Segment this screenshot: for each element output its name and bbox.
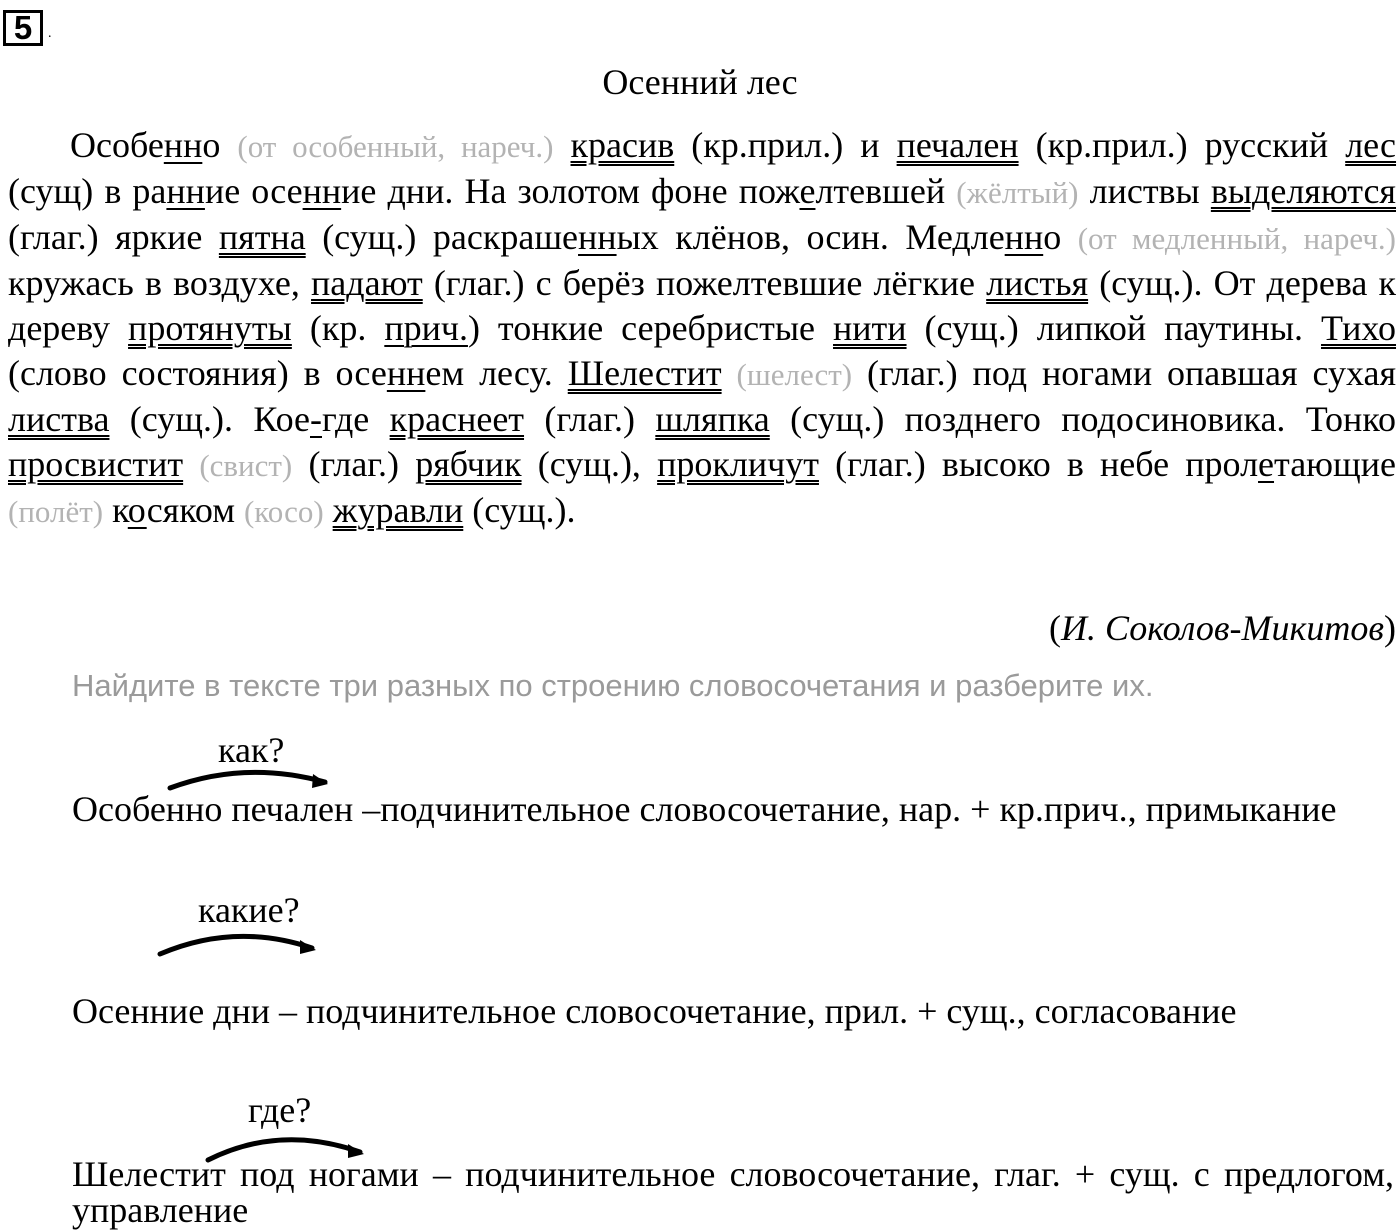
text-fragment: (сущ.). [463,490,576,530]
text-fragment: (слово состояния) в осе [8,353,387,393]
text-fragment: (глаг.) яркие [8,217,219,257]
text-fragment: (глаг.) с берёз пожелтевшие лёгкие [422,263,987,303]
grey-note: (от особенный, нареч.) [237,129,554,164]
underlined-fragment: - [310,399,322,439]
text-fragment: (сущ.) позднего подосиновика. Тонко [769,399,1396,439]
phrase-2-question: какие? [198,890,300,930]
text-fragment: кружась в воздухе, [8,263,312,303]
predicate-word: нити [833,308,907,348]
text-fragment: (кр. [291,308,385,348]
predicate-word: пятна [218,217,306,257]
predicate-word: листва [8,399,110,439]
text-fragment: тающие [1274,444,1397,484]
text-fragment: (кр.прил.) русский [1018,125,1346,165]
predicate-word: красив [570,125,675,165]
main-text [8,123,1396,534]
text-fragment: где [322,399,390,439]
grey-note: (жёлтый) [956,175,1079,210]
grey-note: (шелест) [736,357,853,392]
text-fragment: (глаг.) под ногами опавшая сухая [852,353,1397,393]
text-fragment: (глаг.) [524,399,656,439]
text-title: Осенний лес [602,62,798,102]
task-number-box [3,10,43,46]
text-fragment: (сущ.), [521,444,658,484]
underlined-fragment: нн [578,217,617,257]
grey-note: (от медленный, нареч.) [1077,221,1397,256]
text-fragment: (глаг.) [292,444,416,484]
phrase-2-text: Осенние дни – подчинительное словосочетание, прил. + сущ., согласование [72,991,1237,1031]
text-fragment: (сущ.) липкой паутины. [906,308,1322,348]
text-fragment: (сущ) в ра [8,171,167,211]
task-number: 5 [13,9,33,46]
text-fragment [553,125,570,165]
text-fragment [183,444,199,484]
text-fragment: ) тонкие серебристые [467,308,834,348]
predicate-word: журавли [332,490,464,530]
predicate-word: лес [1345,125,1397,165]
predicate-word: рябчик [415,444,522,484]
grey-note: (свист) [199,448,293,483]
underlined-fragment: прич. [384,308,468,348]
predicate-word: просвистит [8,444,184,484]
predicate-word: Шелестит [567,353,722,393]
text-fragment: (сущ.) раскраше [305,217,579,257]
text-fragment: (глаг.) высоко в небе прол [818,444,1259,484]
predicate-word: краснеет [389,399,525,439]
predicate-word: печален [896,125,1019,165]
predicate-word: листья [986,263,1089,303]
task-question: Найдите в тексте три разных по строению словосочетания и разберите их. [72,668,1154,703]
predicate-word: выделяются [1210,171,1396,211]
underlined-fragment: нн [386,353,426,393]
text-fragment [722,353,737,393]
grey-note: (косо) [243,494,324,529]
phrase-1-text: Особенно печален –подчинительное словосочетание, нар. + кр.прич., примыкание [72,789,1337,829]
predicate-word: падают [311,263,423,303]
predicate-word: шляпка [655,399,770,439]
underlined-fragment: нн [166,171,205,211]
phrase-2-arc-arrow [150,922,330,962]
text-fragment: ем лесу. [425,353,568,393]
underlined-fragment: нн [1004,217,1044,257]
text-fragment: листвы [1078,171,1211,211]
text-fragment: лтевшей [815,171,957,211]
text-fragment: о [202,125,238,165]
text-fragment: о [1043,217,1078,257]
phrase-3-text: Шелестит под ногами – подчинительное словосочетание, глаг. + сущ. с предлогом, управление [72,1154,1394,1230]
predicate-word: Тихо [1321,308,1397,348]
predicate-word: протянуты [128,308,292,348]
underlined-fragment: нн [163,125,203,165]
text-fragment: (кр.прил.) и [674,125,897,165]
text-fragment: сяком [146,490,244,530]
underlined-fragment: е [1258,444,1275,484]
text-fragment: к [103,490,128,530]
underlined-fragment: е [799,171,816,211]
text-fragment: (сущ.). От дерева к дереву [8,263,1396,348]
text-fragment: ых клёнов, осин. Медле [616,217,1005,257]
predicate-word: прокличут [657,444,819,484]
task-number-dot: . [48,26,52,41]
text-fragment: Особе [70,125,164,165]
grey-note: (полёт) [8,494,104,529]
text-fragment [324,490,333,530]
author-line: (И. Соколов-Микитов) [1048,608,1396,648]
phrase-1-question: как? [218,730,285,770]
phrase-3-question: где? [248,1090,312,1130]
author-name: И. Соколов-Микитов [1060,608,1384,648]
underlined-fragment: нн [302,171,342,211]
text-fragment: (сущ.). Кое [109,399,310,439]
underlined-fragment: о [127,490,147,530]
text-fragment: ие дни. На золотом фоне пож [341,171,800,211]
text-fragment: ие осе [204,171,303,211]
